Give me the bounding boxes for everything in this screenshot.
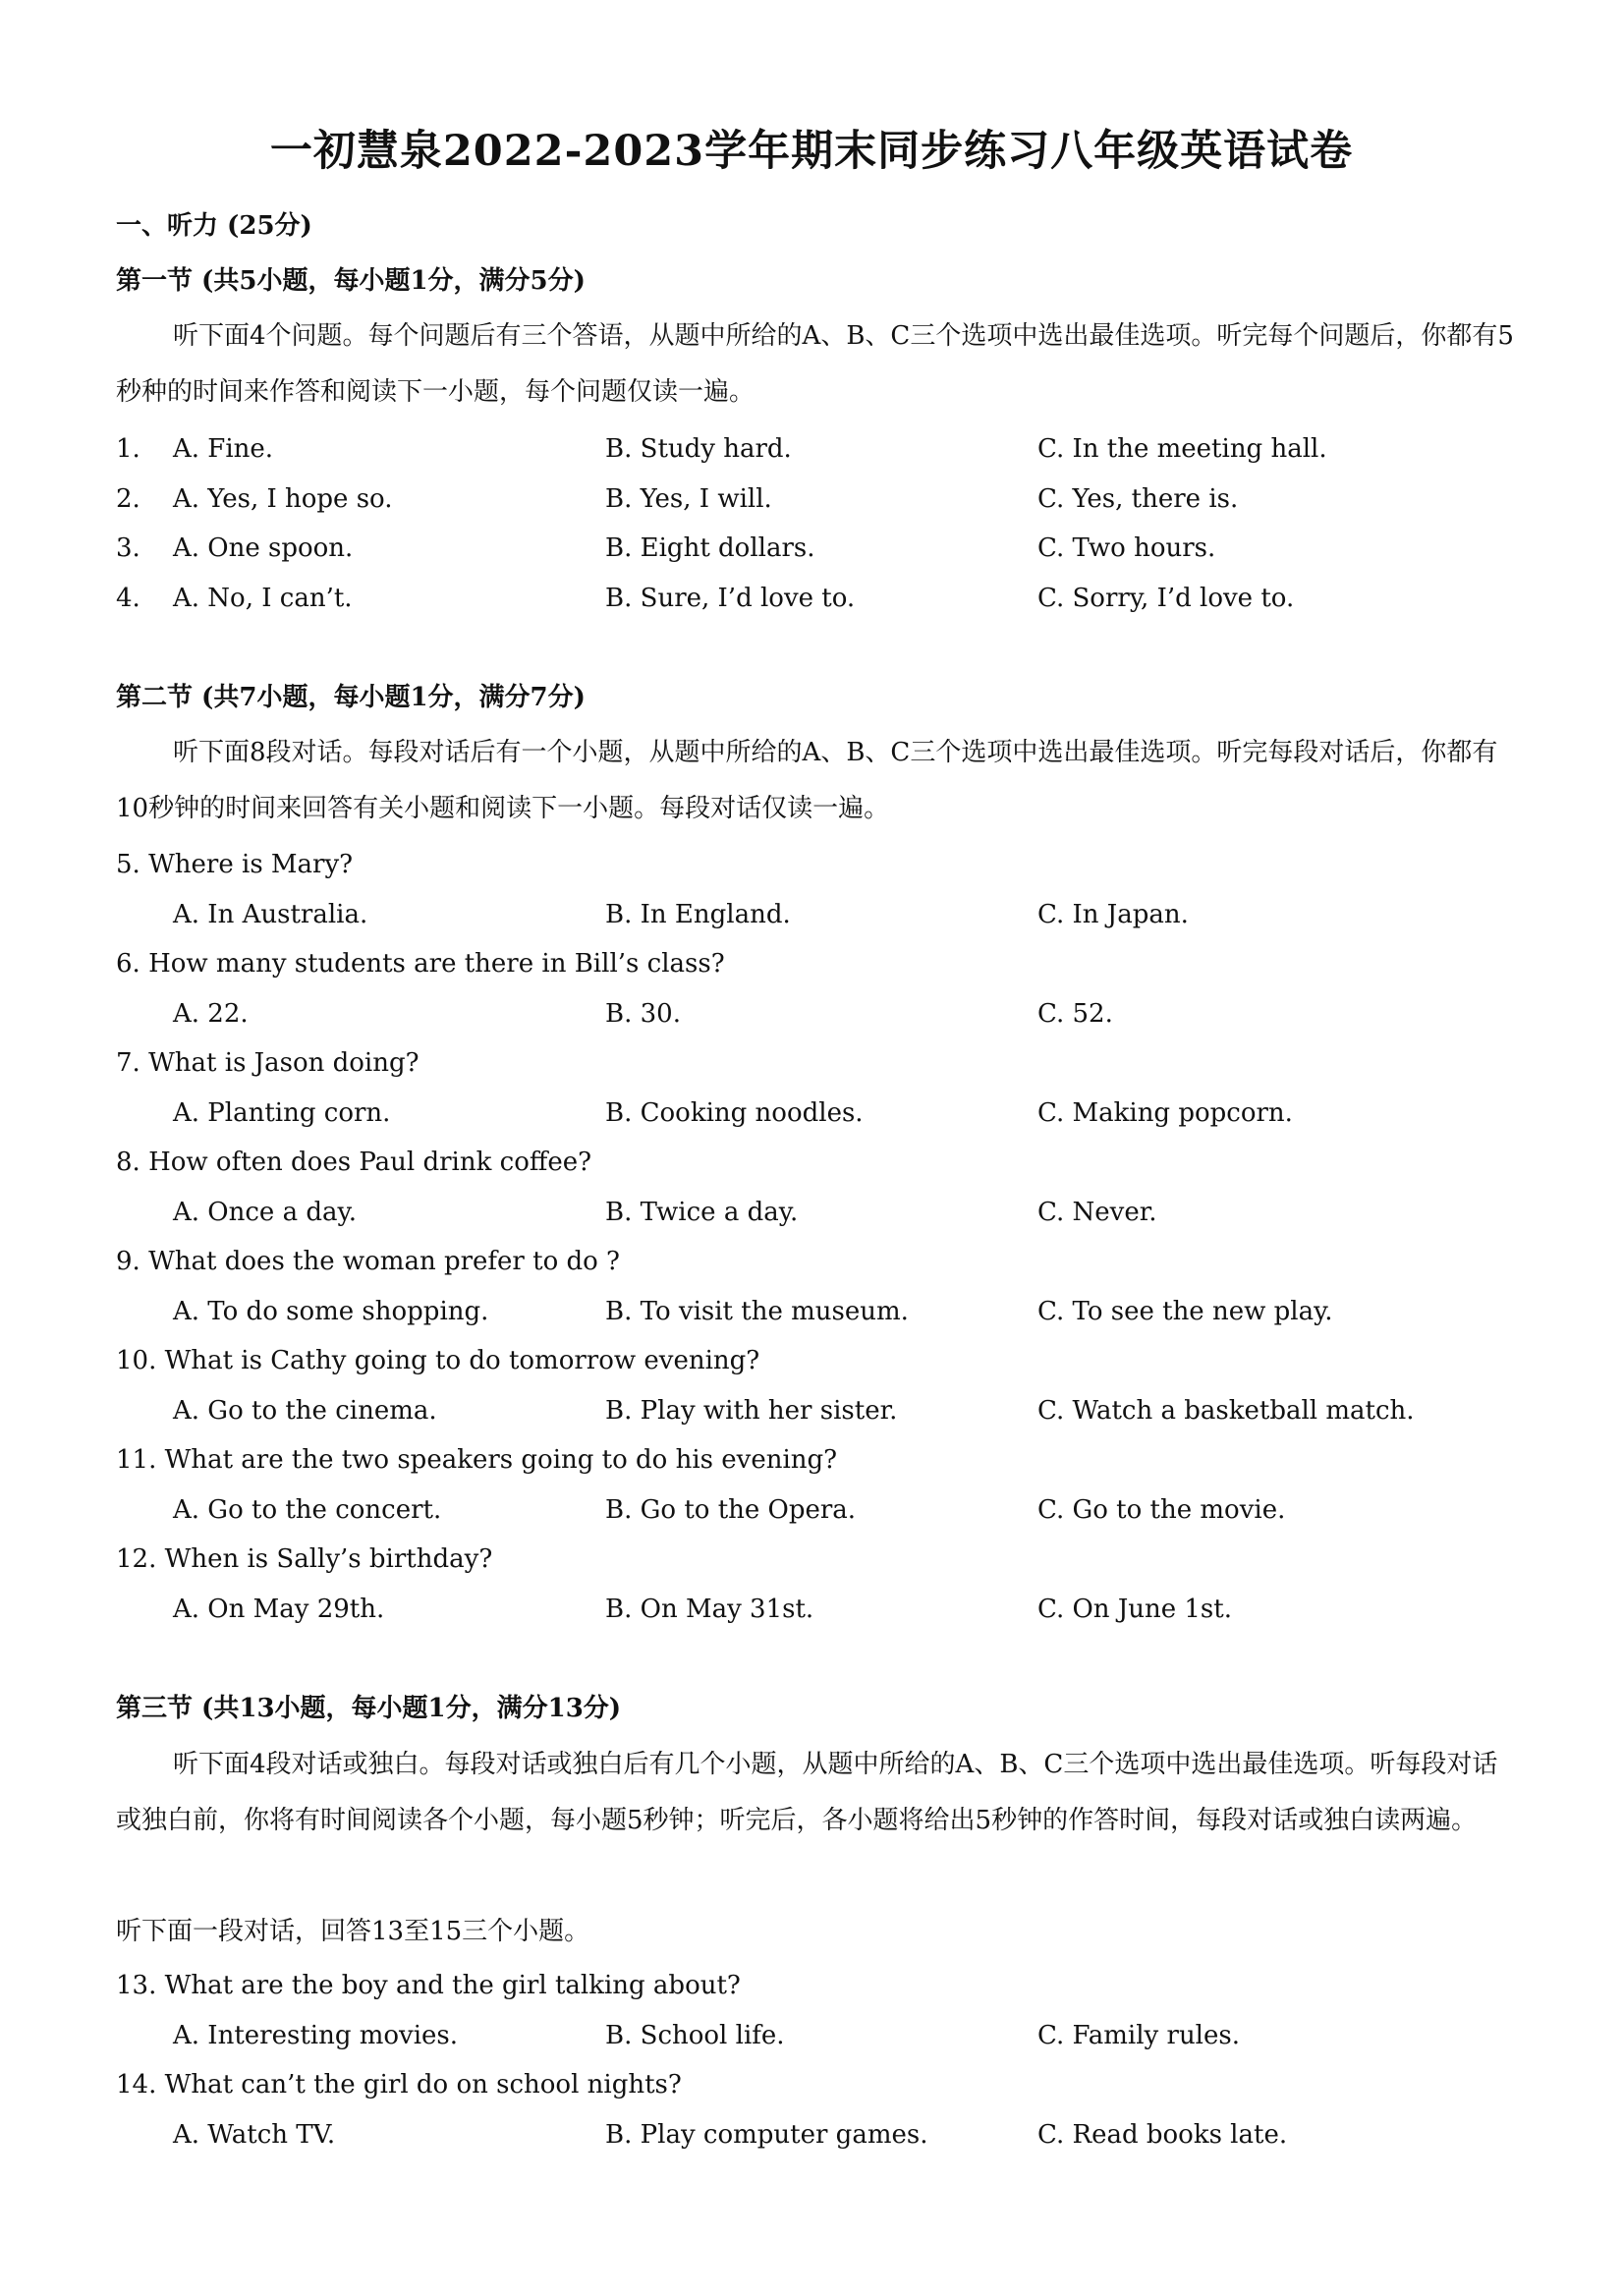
- option-b: B. Play with her sister.: [605, 1396, 898, 1426]
- option-a: A. Fine.: [173, 434, 274, 464]
- option-b: B. Cooking noodles.: [605, 1098, 864, 1128]
- option-b: B. On May 31st.: [605, 1595, 814, 1624]
- option-c: C. Family rules.: [1037, 2021, 1240, 2050]
- option-a: A. Planting corn.: [173, 1098, 391, 1128]
- option-b: B. To visit the museum.: [605, 1297, 909, 1326]
- option-b: B. Twice a day.: [605, 1198, 799, 1227]
- option-c: C. Go to the movie.: [1037, 1495, 1286, 1525]
- section-1-instructions: 听下面4个问题。每个问题后有三个答语，从题中所给的A、B、C三个选项中选出最佳选项。听完每个问题后，你都有5秒种的时间来作答和阅读下一小题，每个问题仅读一遍。: [116, 321, 1514, 407]
- option-a: A. No, I can’t.: [173, 584, 353, 613]
- option-c: C. To see the new play.: [1037, 1297, 1333, 1326]
- option-a: A. Once a day.: [173, 1198, 357, 1227]
- option-a: A. 22.: [173, 999, 249, 1029]
- section-1-heading: 第一节 (共5小题，每小题1分，满分5分): [116, 266, 586, 296]
- option-a: A. Interesting movies.: [173, 2021, 459, 2050]
- section-3-sub-instruction: 听下面一段对话，回答13至15三个小题。: [116, 1917, 590, 1946]
- option-c: C. Sorry, I’d love to.: [1037, 584, 1295, 613]
- part-heading-listening: 一、听力 (25分): [116, 211, 312, 241]
- question-text: 11. What are the two speakers going to do his evening?: [116, 1445, 838, 1475]
- question-text: 14. What can’t the girl do on school nights?: [116, 2070, 682, 2100]
- option-c: C. Never.: [1037, 1198, 1157, 1227]
- question-text: 6. How many students are there in Bill’s class?: [116, 949, 725, 979]
- option-c: C. Yes, there is.: [1037, 484, 1239, 514]
- option-a: A. Go to the concert.: [173, 1495, 442, 1525]
- section-3-heading: 第三节 (共13小题，每小题1分，满分13分): [116, 1694, 622, 1723]
- option-a: A. Go to the cinema.: [173, 1396, 437, 1426]
- question-number: 1.: [116, 434, 140, 464]
- option-b: B. School life.: [605, 2021, 785, 2050]
- option-b: B. Study hard.: [605, 434, 792, 464]
- question-number: 2.: [116, 484, 140, 514]
- question-text: 13. What are the boy and the girl talking about?: [116, 1971, 741, 2000]
- option-c: C. Read books late.: [1037, 2120, 1288, 2150]
- option-c: C. In Japan.: [1037, 900, 1189, 929]
- option-a: A. To do some shopping.: [173, 1297, 489, 1326]
- question-number: 4.: [116, 584, 140, 613]
- option-b: B. 30.: [605, 999, 681, 1029]
- option-c: C. In the meeting hall.: [1037, 434, 1327, 464]
- option-a: A. Watch TV.: [173, 2120, 336, 2150]
- section-3-instructions: 听下面4段对话或独白。每段对话或独白后有几个小题，从题中所给的A、B、C三个选项中选出最佳选项。听每段对话或独白前，你将有时间阅读各个小题，每小题5秒钟；听完后，各小题将给出5秒钟的作答时间，每段对话或独白读两遍。: [116, 1750, 1498, 1835]
- question-text: 9. What does the woman prefer to do ?: [116, 1247, 620, 1276]
- option-c: C. On June 1st.: [1037, 1595, 1232, 1624]
- question-text: 8. How often does Paul drink coffee?: [116, 1148, 592, 1177]
- section-2-instructions: 听下面8段对话。每段对话后有一个小题，从题中所给的A、B、C三个选项中选出最佳选项。听完每段对话后，你都有10秒钟的时间来回答有关小题和阅读下一小题。每段对话仅读一遍。: [116, 738, 1498, 823]
- option-a: A. In Australia.: [173, 900, 368, 929]
- option-c: C. Making popcorn.: [1037, 1098, 1293, 1128]
- question-text: 10. What is Cathy going to do tomorrow evening?: [116, 1346, 760, 1375]
- option-a: A. On May 29th.: [173, 1595, 385, 1624]
- section-2-heading: 第二节 (共7小题，每小题1分，满分7分): [116, 683, 586, 712]
- question-text: 7. What is Jason doing?: [116, 1048, 420, 1078]
- option-a: A. Yes, I hope so.: [173, 484, 393, 514]
- option-b: B. Sure, I’d love to.: [605, 584, 856, 613]
- question-text: 12. When is Sally’s birthday?: [116, 1544, 493, 1574]
- option-c: C. Two hours.: [1037, 533, 1216, 563]
- option-b: B. Go to the Opera.: [605, 1495, 857, 1525]
- exam-title: 一初慧泉2022-2023学年期末同步练习八年级英语试卷: [269, 127, 1354, 176]
- option-c: C. 52.: [1037, 999, 1113, 1029]
- question-text: 5. Where is Mary?: [116, 850, 354, 879]
- option-b: B. In England.: [605, 900, 791, 929]
- option-b: B. Yes, I will.: [605, 484, 772, 514]
- option-b: B. Eight dollars.: [605, 533, 815, 563]
- option-c: C. Watch a basketball match.: [1037, 1396, 1415, 1426]
- option-a: A. One spoon.: [173, 533, 354, 563]
- option-b: B. Play computer games.: [605, 2120, 928, 2150]
- question-number: 3.: [116, 533, 140, 563]
